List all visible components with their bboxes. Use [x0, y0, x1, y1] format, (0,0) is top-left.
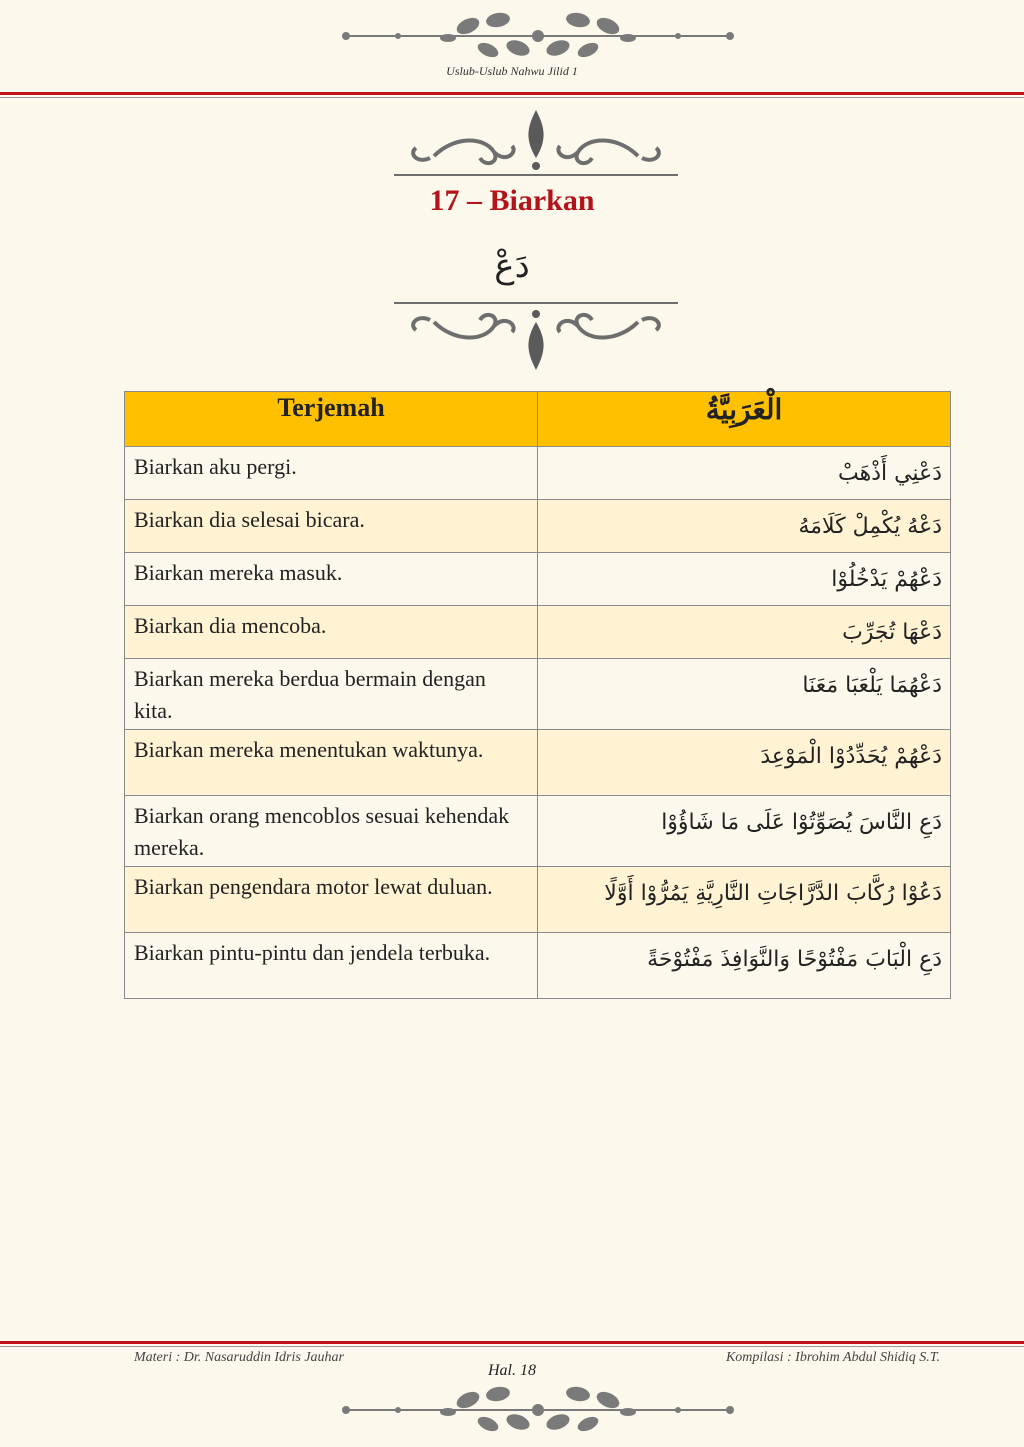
- header-grey-rule: [0, 97, 1024, 98]
- arabic-cell: دَعْهُمْ يُحَدِّدُوْا الْمَوْعِدَ: [538, 730, 951, 796]
- arabic-cell: دَعْهُ يُكْمِلْ كَلَامَهُ: [538, 500, 951, 553]
- translation-cell: Biarkan dia mencoba.: [125, 606, 538, 659]
- table-row: [125, 796, 951, 867]
- chapter-title: 17 – Biarkan: [429, 184, 595, 217]
- upper-scroll-ornament-icon: [394, 106, 678, 178]
- header-red-rule: [0, 92, 1024, 95]
- top-leaf-ornament-icon: [338, 8, 738, 64]
- arabic-cell: دَعْهُمَا يَلْعَبَا مَعَنَا: [538, 659, 951, 730]
- table-header-row: [125, 392, 951, 447]
- translation-cell: Biarkan pengendara motor lewat duluan.: [125, 867, 538, 933]
- page-number: Hal. 18: [488, 1362, 536, 1379]
- footer-kompilasi: Kompilasi : Ibrohim Abdul Shidiq S.T.: [725, 1350, 940, 1365]
- header-translation: Terjemah: [125, 392, 538, 447]
- arabic-cell: دَعِ النَّاسَ يُصَوِّتُوْا عَلَى مَا شَاؤُوْا: [538, 796, 951, 867]
- table-row: [125, 447, 951, 500]
- arabic-cell: دَعْنِي أَذْهَبْ: [538, 447, 951, 500]
- vocabulary-table: [124, 391, 951, 999]
- arabic-cell: دَعْهُمْ يَدْخُلُوْا: [538, 553, 951, 606]
- table-row: [125, 933, 951, 999]
- header-arabic: الْعَرَبِيَّةُ: [538, 392, 951, 447]
- arabic-cell: دَعِ الْبَابَ مَفْتُوْحًا وَالنَّوَافِذَ مَفْتُوْحَةً: [538, 933, 951, 999]
- arabic-cell: دَعُوْا رُكَّابَ الدَّرَّاجَاتِ النَّارِيَّةِ يَمُرُّوْا أَوَّلًا: [538, 867, 951, 933]
- arabic-cell: دَعْهَا تُجَرِّبَ: [538, 606, 951, 659]
- translation-cell: Biarkan orang mencoblos sesuai kehendak mereka.: [125, 796, 538, 867]
- translation-cell: Biarkan mereka masuk.: [125, 553, 538, 606]
- footer-red-rule: [0, 1341, 1024, 1344]
- translation-cell: Biarkan pintu-pintu dan jendela terbuka.: [125, 933, 538, 999]
- table-row: [125, 867, 951, 933]
- bottom-leaf-ornament-icon: [338, 1384, 738, 1438]
- table-row: [125, 500, 951, 553]
- chapter-arabic-word: دَعْ: [494, 246, 530, 286]
- table-row: [125, 659, 951, 730]
- translation-cell: Biarkan mereka berdua bermain dengan kita.: [125, 659, 538, 730]
- translation-cell: Biarkan aku pergi.: [125, 447, 538, 500]
- table-row: [125, 606, 951, 659]
- translation-cell: Biarkan mereka menentukan waktunya.: [125, 730, 538, 796]
- table-row: [125, 730, 951, 796]
- running-title: Uslub-Uslub Nahwu Jilid 1: [446, 64, 578, 78]
- footer-grey-rule: [0, 1346, 1024, 1347]
- lower-scroll-ornament-icon: [394, 302, 678, 374]
- table-row: [125, 553, 951, 606]
- translation-cell: Biarkan dia selesai bicara.: [125, 500, 538, 553]
- footer-materi: Materi : Dr. Nasaruddin Idris Jauhar: [134, 1350, 345, 1365]
